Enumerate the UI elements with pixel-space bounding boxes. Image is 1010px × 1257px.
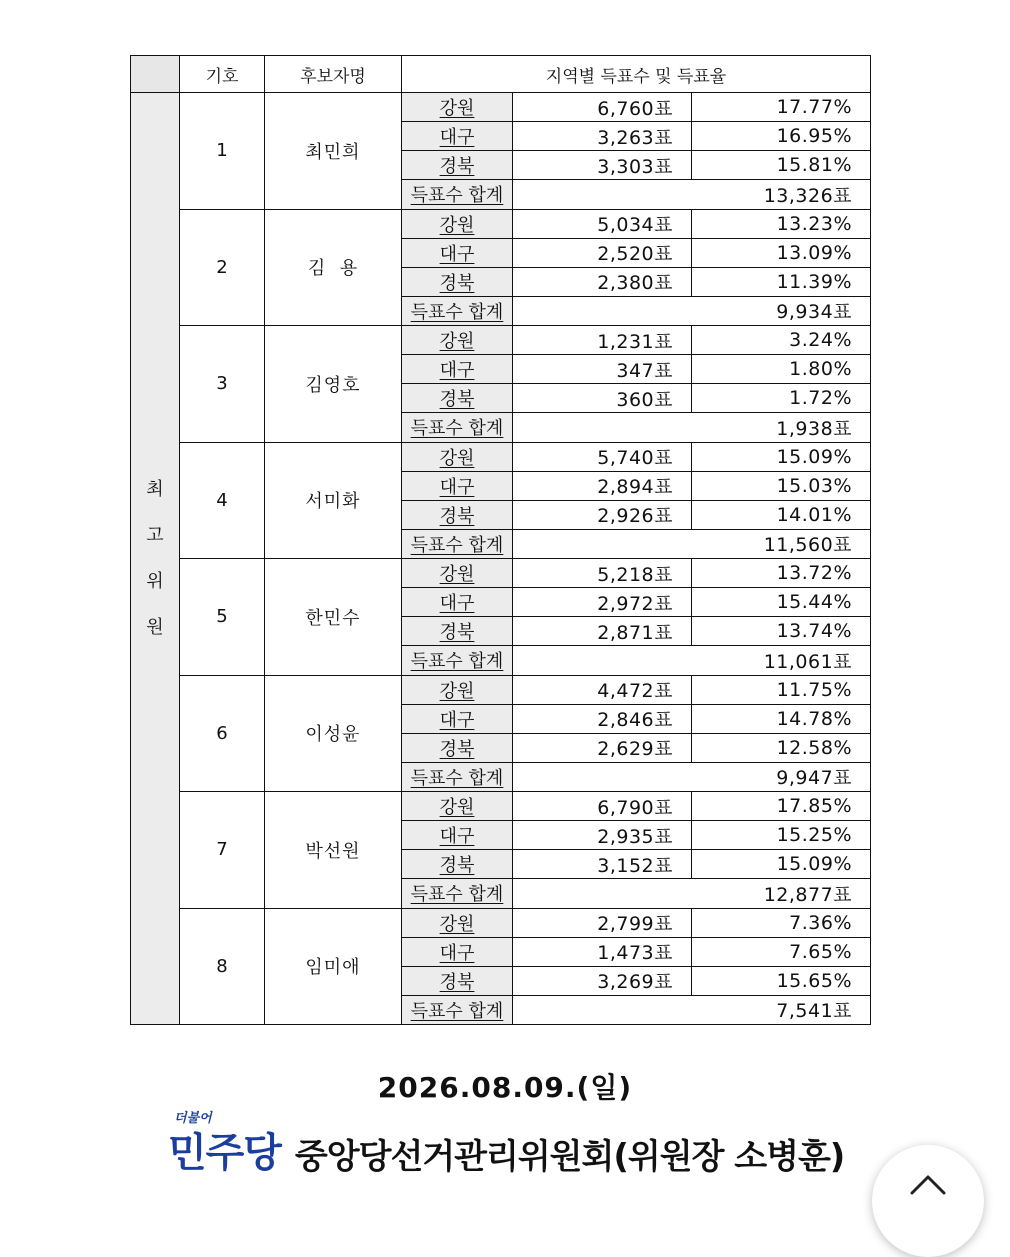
vote-rate: 3.24% bbox=[692, 326, 871, 355]
vote-count: 3,152표 bbox=[513, 850, 692, 879]
vote-count: 1,473표 bbox=[513, 937, 692, 966]
header-symbol: 기호 bbox=[180, 56, 265, 93]
region-label: 대구 bbox=[439, 942, 475, 964]
vote-count: 2,871표 bbox=[513, 617, 692, 646]
vote-rate: 11.39% bbox=[692, 267, 871, 296]
scroll-to-top-button[interactable] bbox=[872, 1145, 984, 1257]
region-name bbox=[402, 384, 513, 413]
candidate-name: 김 용 bbox=[265, 209, 402, 326]
region-name bbox=[402, 617, 513, 646]
region-label: 경북 bbox=[439, 156, 475, 178]
vote-rate: 1.80% bbox=[692, 355, 871, 384]
region-label: 경북 bbox=[439, 505, 475, 527]
vote-rate: 1.72% bbox=[692, 384, 871, 413]
vote-rate: 17.85% bbox=[692, 792, 871, 821]
table-row bbox=[131, 326, 871, 355]
vote-count: 2,799표 bbox=[513, 908, 692, 937]
region-name bbox=[402, 937, 513, 966]
region-name bbox=[402, 267, 513, 296]
region-name bbox=[402, 471, 513, 500]
region-label: 경북 bbox=[439, 272, 475, 294]
candidate-symbol: 8 bbox=[180, 908, 265, 1025]
total-label-text: 득표수 합계 bbox=[410, 301, 504, 323]
party-logo-text: 민주당 bbox=[168, 1130, 281, 1176]
vote-total: 13,326표 bbox=[513, 180, 871, 209]
region-name bbox=[402, 792, 513, 821]
total-label bbox=[402, 995, 513, 1024]
region-label: 대구 bbox=[439, 127, 475, 149]
vote-total: 9,947표 bbox=[513, 762, 871, 791]
region-name bbox=[402, 588, 513, 617]
region-name bbox=[402, 559, 513, 588]
vote-count: 2,935표 bbox=[513, 821, 692, 850]
vote-count: 347표 bbox=[513, 355, 692, 384]
vote-rate: 14.01% bbox=[692, 500, 871, 529]
category-char: 위 bbox=[146, 570, 164, 592]
region-label: 강원 bbox=[439, 913, 475, 935]
vote-count: 2,894표 bbox=[513, 471, 692, 500]
total-label bbox=[402, 296, 513, 325]
vote-count: 2,380표 bbox=[513, 267, 692, 296]
total-label bbox=[402, 413, 513, 442]
table-row bbox=[131, 792, 871, 821]
total-label-text: 득표수 합계 bbox=[410, 884, 504, 906]
region-label: 경북 bbox=[439, 738, 475, 760]
region-name bbox=[402, 850, 513, 879]
vote-count: 2,846표 bbox=[513, 704, 692, 733]
candidate-name: 최민희 bbox=[265, 93, 402, 210]
region-label: 강원 bbox=[439, 214, 475, 236]
party-logo-small-text: 더불어 bbox=[174, 1111, 212, 1126]
vote-rate: 7.36% bbox=[692, 908, 871, 937]
region-name bbox=[402, 675, 513, 704]
table-row bbox=[131, 675, 871, 704]
region-label: 대구 bbox=[439, 826, 475, 848]
header-candidate-name: 후보자명 bbox=[265, 56, 402, 93]
vote-rate: 16.95% bbox=[692, 122, 871, 151]
vote-rate: 13.23% bbox=[692, 209, 871, 238]
region-name bbox=[402, 966, 513, 995]
region-name bbox=[402, 704, 513, 733]
region-label: 대구 bbox=[439, 360, 475, 382]
total-label bbox=[402, 529, 513, 558]
vote-total: 9,934표 bbox=[513, 296, 871, 325]
vote-count: 1,231표 bbox=[513, 326, 692, 355]
vote-count: 6,790표 bbox=[513, 792, 692, 821]
vote-count: 3,303표 bbox=[513, 151, 692, 180]
vote-rate: 15.65% bbox=[692, 966, 871, 995]
region-label: 대구 bbox=[439, 593, 475, 615]
region-label: 경북 bbox=[439, 855, 475, 877]
candidate-symbol: 2 bbox=[180, 209, 265, 326]
table-row bbox=[131, 93, 871, 122]
party-logo bbox=[168, 1111, 281, 1178]
vote-rate: 15.03% bbox=[692, 471, 871, 500]
vote-rate: 15.25% bbox=[692, 821, 871, 850]
total-label-text: 득표수 합계 bbox=[410, 651, 504, 673]
region-name bbox=[402, 209, 513, 238]
vote-count: 5,218표 bbox=[513, 559, 692, 588]
committee-name: 중앙당선거관리위원회(위원장 소병훈) bbox=[294, 1137, 845, 1177]
vote-total: 1,938표 bbox=[513, 413, 871, 442]
region-label: 대구 bbox=[439, 476, 475, 498]
region-name bbox=[402, 500, 513, 529]
candidate-name: 김영호 bbox=[265, 326, 402, 443]
region-label: 경북 bbox=[439, 622, 475, 644]
region-name bbox=[402, 908, 513, 937]
region-label: 강원 bbox=[439, 98, 475, 120]
vote-count: 3,263표 bbox=[513, 122, 692, 151]
region-name bbox=[402, 442, 513, 471]
vote-rate: 7.65% bbox=[692, 937, 871, 966]
vote-rate: 14.78% bbox=[692, 704, 871, 733]
total-label bbox=[402, 879, 513, 908]
announcement-date: 2026.08.09.(일) bbox=[377, 1071, 633, 1104]
vote-rate: 11.75% bbox=[692, 675, 871, 704]
vote-rate: 15.81% bbox=[692, 151, 871, 180]
table-row bbox=[131, 908, 871, 937]
total-label-text: 득표수 합계 bbox=[410, 534, 504, 556]
vote-rate: 15.44% bbox=[692, 588, 871, 617]
region-name bbox=[402, 326, 513, 355]
total-label-text: 득표수 합계 bbox=[410, 418, 504, 440]
region-label: 대구 bbox=[439, 709, 475, 731]
total-label-text: 득표수 합계 bbox=[410, 1000, 504, 1022]
vote-count: 4,472표 bbox=[513, 675, 692, 704]
region-label: 강원 bbox=[439, 797, 475, 819]
region-label: 대구 bbox=[439, 243, 475, 265]
candidate-symbol: 1 bbox=[180, 93, 265, 210]
table-header-row bbox=[131, 56, 871, 93]
region-label: 경북 bbox=[439, 971, 475, 993]
region-name bbox=[402, 733, 513, 762]
vote-count: 360표 bbox=[513, 384, 692, 413]
region-label: 강원 bbox=[439, 331, 475, 353]
category-char: 고 bbox=[146, 524, 164, 546]
region-label: 강원 bbox=[439, 680, 475, 702]
vote-count: 2,520표 bbox=[513, 238, 692, 267]
candidate-name: 한민수 bbox=[265, 559, 402, 676]
header-region-results: 지역별 득표수 및 득표율 bbox=[402, 56, 871, 93]
vote-rate: 12.58% bbox=[692, 733, 871, 762]
total-label bbox=[402, 646, 513, 675]
region-name bbox=[402, 355, 513, 384]
election-results-table bbox=[130, 55, 871, 1025]
region-name bbox=[402, 122, 513, 151]
vote-count: 6,760표 bbox=[513, 93, 692, 122]
region-name bbox=[402, 238, 513, 267]
vote-count: 2,926표 bbox=[513, 500, 692, 529]
vote-total: 11,061표 bbox=[513, 646, 871, 675]
category-char: 최 bbox=[146, 478, 164, 500]
vote-count: 5,034표 bbox=[513, 209, 692, 238]
total-label bbox=[402, 180, 513, 209]
vote-total: 12,877표 bbox=[513, 879, 871, 908]
region-label: 강원 bbox=[439, 564, 475, 586]
region-name bbox=[402, 93, 513, 122]
candidate-symbol: 3 bbox=[180, 326, 265, 443]
footer-signature bbox=[168, 1111, 845, 1178]
table-row bbox=[131, 559, 871, 588]
region-name bbox=[402, 821, 513, 850]
region-label: 강원 bbox=[439, 447, 475, 469]
total-label-text: 득표수 합계 bbox=[410, 185, 504, 207]
header-category-blank bbox=[131, 56, 180, 93]
vote-count: 3,269표 bbox=[513, 966, 692, 995]
candidate-name: 박선원 bbox=[265, 792, 402, 909]
chevron-up-icon bbox=[908, 1171, 948, 1195]
vote-rate: 17.77% bbox=[692, 93, 871, 122]
vote-rate: 13.74% bbox=[692, 617, 871, 646]
table-row bbox=[131, 442, 871, 471]
candidate-name: 서미화 bbox=[265, 442, 402, 559]
vote-total: 11,560표 bbox=[513, 529, 871, 558]
vote-count: 2,972표 bbox=[513, 588, 692, 617]
total-label-text: 득표수 합계 bbox=[410, 767, 504, 789]
vote-count: 2,629표 bbox=[513, 733, 692, 762]
candidate-symbol: 4 bbox=[180, 442, 265, 559]
vote-rate: 13.09% bbox=[692, 238, 871, 267]
category-char: 원 bbox=[146, 616, 164, 638]
region-name bbox=[402, 151, 513, 180]
table-row bbox=[131, 209, 871, 238]
candidate-name: 임미애 bbox=[265, 908, 402, 1025]
vote-total: 7,541표 bbox=[513, 995, 871, 1024]
candidate-symbol: 7 bbox=[180, 792, 265, 909]
vote-rate: 15.09% bbox=[692, 442, 871, 471]
region-label: 경북 bbox=[439, 389, 475, 411]
vote-count: 5,740표 bbox=[513, 442, 692, 471]
candidate-symbol: 6 bbox=[180, 675, 265, 792]
candidate-name: 이성윤 bbox=[265, 675, 402, 792]
vote-rate: 13.72% bbox=[692, 559, 871, 588]
candidate-symbol: 5 bbox=[180, 559, 265, 676]
category-label bbox=[131, 93, 180, 1025]
vote-rate: 15.09% bbox=[692, 850, 871, 879]
total-label bbox=[402, 762, 513, 791]
